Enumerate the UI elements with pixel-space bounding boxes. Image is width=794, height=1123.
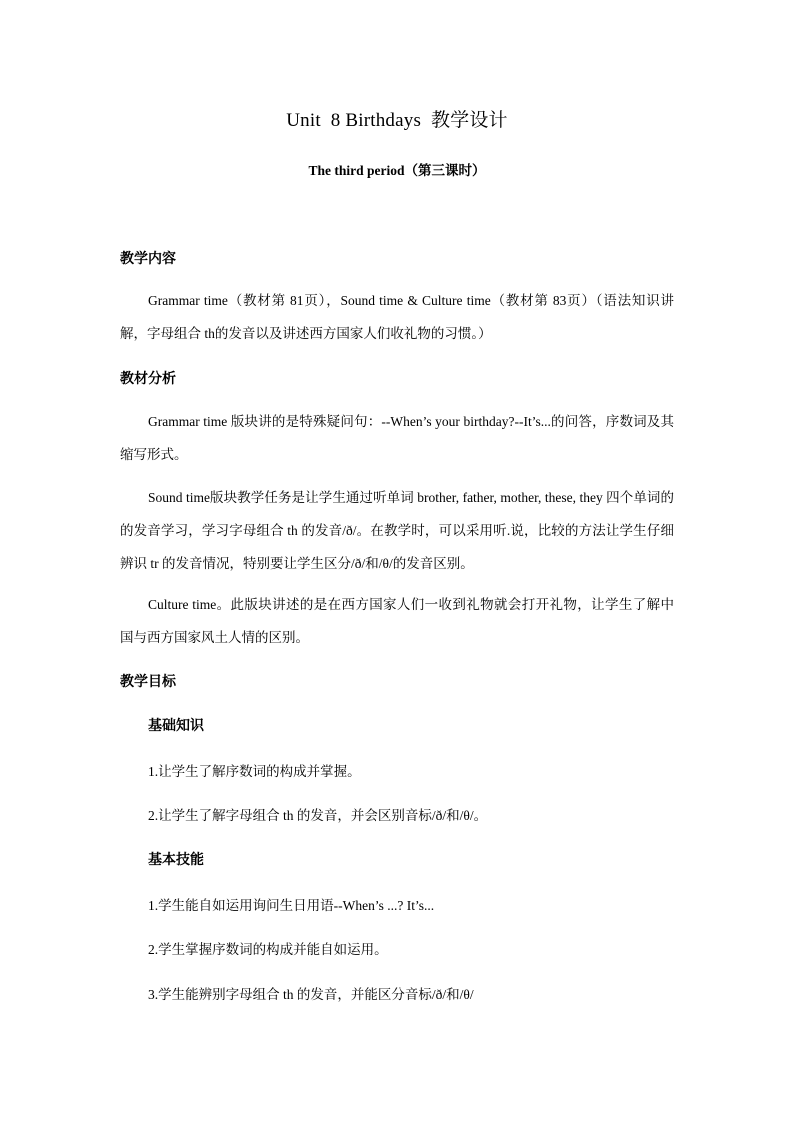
section-heading-analysis: 教材分析	[120, 372, 176, 387]
subheading-basic-knowledge: 基础知识	[148, 719, 204, 734]
analysis-paragraph-1: Grammar time 版块讲的是特殊疑问句：--When’s your birthday?--It’s...的问答，序数词及其缩写形式。	[120, 414, 674, 462]
skills-item-2: 2.学生掌握序数词的构成并能自如运用。	[148, 942, 388, 957]
document-subtitle: The third period（第三课时）	[308, 163, 486, 178]
analysis-paragraph-3: Culture time。此版块讲述的是在西方国家人们一收到礼物就会打开礼物，让学生了解中国与西方国家风土人情的区别。	[120, 597, 674, 645]
section-heading-content: 教学内容	[120, 252, 176, 267]
knowledge-item-1: 1.让学生了解序数词的构成并掌握。	[148, 764, 361, 779]
subheading-basic-skills: 基本技能	[148, 853, 204, 868]
knowledge-item-2: 2.让学生了解字母组合 th 的发音，并会区别音标/ð/和/θ/。	[148, 808, 488, 823]
analysis-paragraph-2: Sound time版块教学任务是让学生通过听单词 brother, father, mother, these, they 四个单词的的发音学习，学习字母组合 th 的发音/ð/。在教学时，可以采用听.说，比较的方法让学生仔细辨识 tr 的发音情况，特别要让学生区分/ð/和/θ/的发音区别。	[120, 490, 674, 571]
content-paragraph: Grammar time（教材第 81页），Sound time & Culture time（教材第 83页）（语法知识讲解，字母组合 th的发音以及讲述西方国家人们收礼物的习惯。）	[120, 293, 674, 341]
document-title: Unit 8 Birthdays 教学设计	[286, 110, 508, 131]
skills-item-3: 3.学生能辨别字母组合 th 的发音，并能区分音标/ð/和/θ/	[148, 987, 474, 1002]
section-heading-objectives: 教学目标	[120, 675, 176, 690]
skills-item-1: 1.学生能自如运用询问生日用语--When’s ...? It’s...	[148, 898, 435, 913]
